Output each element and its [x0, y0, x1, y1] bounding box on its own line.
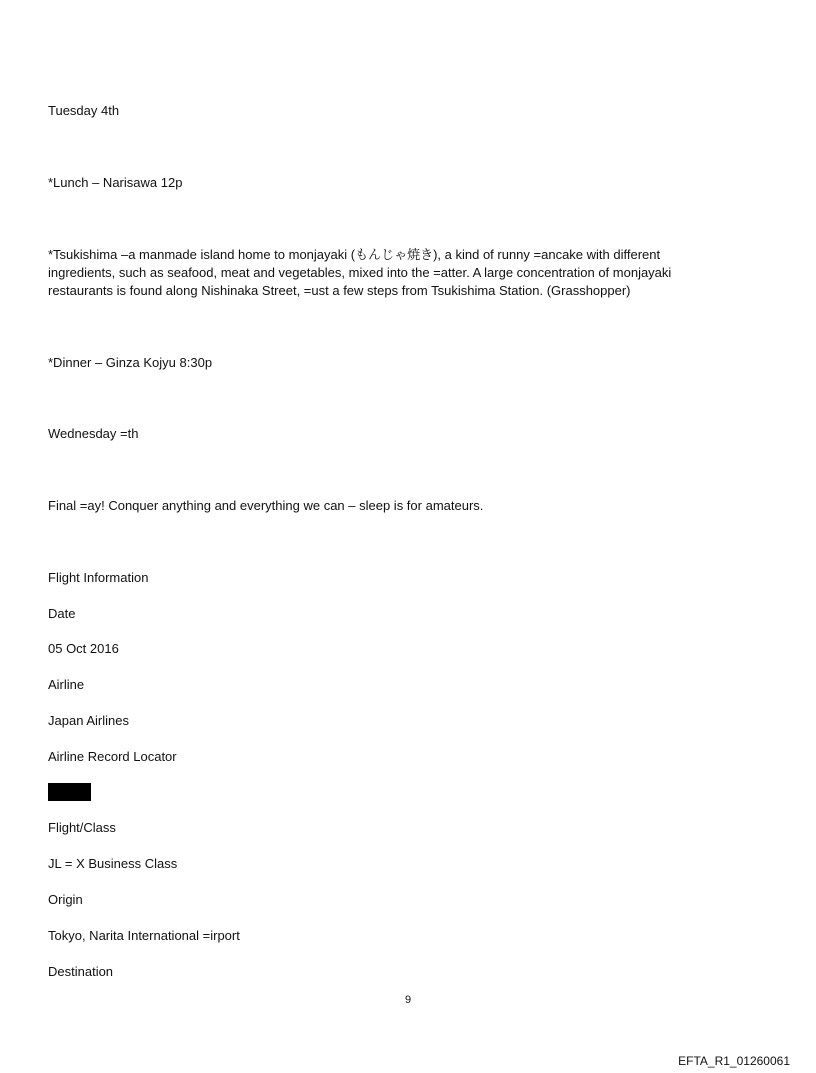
date-value: 05 Oct 2016 — [48, 641, 119, 656]
document-id: EFTA_R1_01260061 — [678, 1054, 790, 1068]
origin-label: Origin — [48, 892, 83, 907]
redaction-box — [48, 783, 91, 801]
final-day-text: Final =ay! Conquer anything and everything we can – sleep is for amateurs. — [48, 498, 484, 513]
date-label: Date — [48, 606, 76, 621]
dinner-entry: *Dinner – Ginza Kojyu 8:30p — [48, 355, 213, 370]
record-locator-label: Airline Record Locator — [48, 749, 177, 764]
day-heading-tuesday: Tuesday 4th — [48, 103, 120, 118]
page-number: 9 — [404, 994, 412, 1006]
flight-class-value: JL = X Business Class — [48, 856, 178, 871]
destination-label: Destination — [48, 964, 114, 979]
flight-info-heading: Flight Information — [48, 570, 149, 585]
airline-label: Airline — [48, 677, 85, 692]
origin-value: Tokyo, Narita International =irport — [48, 928, 240, 943]
lunch-entry: *Lunch – Narisawa 12p — [48, 175, 183, 190]
airline-value: Japan Airlines — [48, 713, 129, 728]
flight-class-label: Flight/Class — [48, 820, 116, 835]
day-heading-wednesday: Wednesday =th — [48, 426, 139, 441]
tsukishima-paragraph: *Tsukishima –a manmade island home to monjayaki (もんじゃ焼き), a kind of runny =ancake with different ingredients, such as seafood, meat and vegetables, mixed into the =atter. A large concentration of monjayaki restaurants is found along Nishinaka Street, =ust a few steps from Tsukishima Station. (Grasshopper) — [48, 247, 672, 298]
